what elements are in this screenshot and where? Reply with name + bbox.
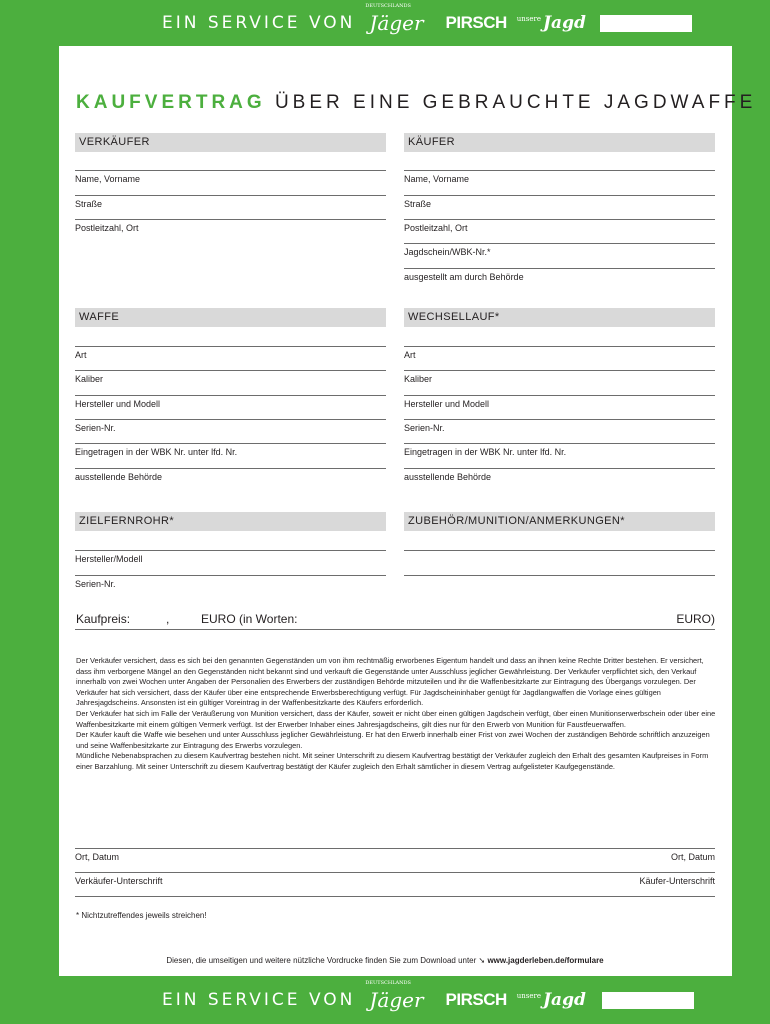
weapon-caliber-field[interactable]: Kaliber — [75, 370, 386, 386]
page-title: KAUFVERTRAG ÜBER EINE GEBRAUCHTE JAGDWAFFE — [76, 92, 757, 113]
terms-paragraph: Der Verkäufer hat sich im Falle der Veräußerung von Munition versichert, dass der Käufer, soweit er nicht über einen gültigen Jagdschein verfügt, über einen Munitionserwerbschein oder über eine Waffenbesitzkarte mit einem gültigen Vermerk verfügt. Ist der Erwerber Inhaber eines Jahresjagdscheins, gilt dies nur für den Erwerb von Munition für Faustfeuerwaffen. — [76, 708, 716, 729]
jaeger-logo: DEUTSCHLANDS Jäger — [365, 3, 424, 35]
pirsch-logo: PIRSCH — [445, 990, 507, 1009]
contract-terms — [76, 656, 716, 773]
barrel-header: WECHSELLAUF* — [404, 308, 715, 327]
blank-box — [602, 992, 694, 1009]
buyer-name-field[interactable]: Name, Vorname — [404, 170, 715, 186]
buyer-city-field[interactable]: Postleitzahl, Ort — [404, 219, 715, 235]
buyer-street-field[interactable]: Straße — [404, 195, 715, 211]
buyer-header: KÄUFER — [404, 133, 715, 152]
weapon-type-field[interactable]: Art — [75, 346, 386, 362]
barrel-caliber-field[interactable]: Kaliber — [404, 370, 715, 386]
signature-field[interactable] — [75, 872, 715, 888]
price-underline[interactable] — [75, 629, 715, 630]
accessories-line-2[interactable] — [404, 575, 715, 591]
price-close-label: EURO) — [676, 612, 715, 626]
seller-name-field[interactable]: Name, Vorname — [75, 170, 386, 186]
seller-city-field[interactable]: Postleitzahl, Ort — [75, 219, 386, 235]
unsere-jagd-logo: $^{unsere}$ Jagd — [516, 13, 586, 33]
signature-underline — [75, 896, 715, 897]
terms-paragraph: Der Verkäufer versichert, dass es sich bei den genannten Gegenständen um von ihm rechtmäßig erworbenes Eigentum handelt und dass an ihnen keine Rechte Dritter bestehen. Er versichert, dass ihm verborgene Mängel an den Gegenständen nicht bekannt sind und verkauft die Gegenstände unter Ausschluss jeglicher Gewährleistung. Der Verkäufer verpflichtet sich, den Verkauf innerhalb von zwei Wochen unter Angaben der Personalien des Erwerbers der zuständigen Behörde mitzuteilen und ihr die Waffenbesitzkarte zur Eintragung des Übergangs vorzulegen. Der Verkäufer hat sich versichert, dass der Käufer über eine entsprechende Erwerbsberechtigung verfügt. Für Jagdscheininhaber genügt für Jagdlangwaffen die Vorlage eines gültigen Jahresjagdscheins. Ansonsten ist ein gültiger Voreintrag in der Waffenbesitzkarte des Käufers erforderlich. — [76, 656, 704, 708]
accessories-line-1[interactable] — [404, 550, 715, 566]
price-label: Kaufpreis: — [76, 612, 131, 626]
footnote: * Nichtzutreffendes jeweils streichen! — [76, 911, 207, 920]
weapon-authority-field[interactable]: ausstellende Behörde — [75, 468, 386, 484]
accessories-header: ZUBEHÖR/MUNITION/ANMERKUNGEN* — [404, 512, 715, 531]
unsere-jagd-logo: $^{unsere}$ Jagd — [516, 990, 586, 1010]
scope-header: ZIELFERNROHR* — [75, 512, 386, 531]
download-hint: Diesen, die umseitigen und weitere nützliche Vordrucke finden Sie zum Download unter ➘ www.jagderleben.de/formulare — [166, 956, 604, 965]
barrel-authority-field[interactable]: ausstellende Behörde — [404, 468, 715, 484]
service-text: EIN SERVICE VON — [162, 990, 356, 1010]
service-text: EIN SERVICE VON — [162, 13, 356, 33]
jaeger-logo: DEUTSCHLANDS Jäger — [365, 980, 424, 1012]
barrel-wbk-field[interactable]: Eingetragen in der WBK Nr. unter lfd. Nr. — [404, 443, 715, 459]
terms-paragraph: Der Käufer kauft die Waffe wie besehen und unter Ausschluss jeglicher Gewährleistung. Er hat den Erwerb innerhalb einer Frist von zwei Wochen der zuständigen Behörde schriftlich anzuzeigen und seine Waffenbesitzkarte zur Eintragung des Erwerbs vorzulegen. — [76, 730, 710, 750]
place-date-left-label: Ort, Datum — [75, 852, 120, 862]
pirsch-logo: PIRSCH — [445, 13, 507, 32]
seller-header: VERKÄUFER — [75, 133, 386, 152]
blank-box — [600, 15, 692, 32]
place-date-field[interactable] — [75, 848, 715, 864]
download-link[interactable]: www.jagderleben.de/formulare — [485, 956, 604, 965]
weapon-serial-field[interactable]: Serien-Nr. — [75, 419, 386, 435]
barrel-model-field[interactable]: Hersteller und Modell — [404, 395, 715, 411]
scope-serial-field[interactable]: Serien-Nr. — [75, 575, 386, 591]
buyer-license-field[interactable]: Jagdschein/WBK-Nr.* — [404, 243, 715, 259]
barrel-type-field[interactable]: Art — [404, 346, 715, 362]
seller-street-field[interactable]: Straße — [75, 195, 386, 211]
arrow-icon: ➘ — [478, 956, 486, 965]
weapon-wbk-field[interactable]: Eingetragen in der WBK Nr. unter lfd. Nr. — [75, 443, 386, 459]
weapon-model-field[interactable]: Hersteller und Modell — [75, 395, 386, 411]
buyer-issued-field[interactable]: ausgestellt am durch Behörde — [404, 268, 715, 284]
barrel-serial-field[interactable]: Serien-Nr. — [404, 419, 715, 435]
buyer-signature-label: Käufer-Unterschrift — [639, 876, 715, 886]
top-service-band — [0, 0, 770, 46]
weapon-header: WAFFE — [75, 308, 386, 327]
price-comma: , — [166, 612, 170, 626]
seller-signature-label: Verkäufer-Unterschrift — [75, 876, 163, 886]
terms-paragraph: Mündliche Nebenabsprachen zu diesem Kaufvertrag bestehen nicht. Mit seiner Unterschrift zu diesem Kaufvertrag bestätigt der Verkäufer zugleich den Erhalt des gesamten Kaufpreises in Form einer Barzahlung. Mit seiner Unterschrift zu diesem Kaufvertrag bestätigt der Käufer zugleich den Erhalt sämtlicher in diesem Vertrag aufgelisteter Kaufgegenstände. — [76, 751, 709, 771]
price-words-label: EURO (in Worten: — [201, 612, 298, 626]
bottom-service-band — [0, 976, 770, 1024]
scope-model-field[interactable]: Hersteller/Modell — [75, 550, 386, 566]
place-date-right-label: Ort, Datum — [670, 852, 715, 862]
